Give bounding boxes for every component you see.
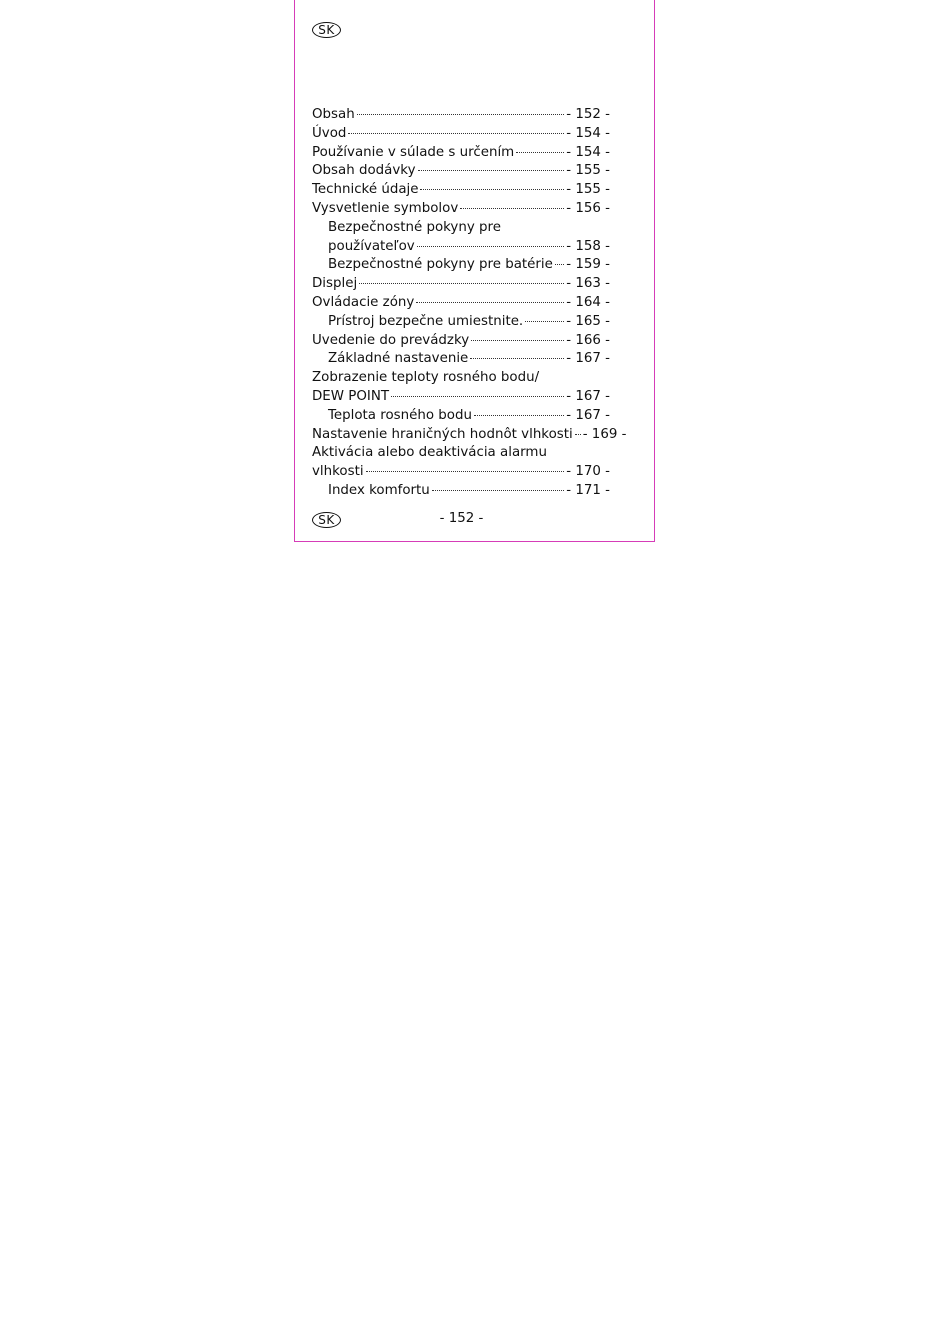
toc-entry <box>312 426 627 445</box>
footer-language-badge-icon: SK <box>312 512 341 528</box>
toc-entry-page: - 167 - <box>566 351 610 367</box>
toc-entry-page: - 158 - <box>566 238 610 254</box>
toc-leader-dots <box>348 133 564 134</box>
toc-leader-dots <box>420 189 564 190</box>
table-of-contents <box>312 106 627 501</box>
toc-entry-label: používateľov <box>328 238 415 254</box>
toc-entry-page: - 163 - <box>566 276 610 292</box>
toc-leader-dots <box>516 152 564 153</box>
toc-entry <box>312 332 610 351</box>
toc-entry <box>312 444 610 463</box>
toc-entry-label: Bezpečnostné pokyny pre batérie <box>328 257 553 273</box>
toc-entry-label: Nastavenie hraničných hodnôt vlhkosti <box>312 426 573 442</box>
toc-entry-label: Teplota rosného bodu <box>328 407 472 423</box>
toc-entry <box>312 350 610 369</box>
toc-entry-page: - 152 - <box>566 107 610 122</box>
toc-entry-page: - 154 - <box>566 144 610 160</box>
toc-entry-page: - 169 - <box>582 426 627 442</box>
toc-entry <box>312 181 610 200</box>
toc-entry <box>312 144 610 163</box>
toc-entry-label: Ovládacie zóny <box>312 294 415 310</box>
toc-entry-page: - 164 - <box>566 294 610 310</box>
page-number: - 152 - <box>439 511 484 526</box>
toc-entry-page: - 154 - <box>566 125 610 141</box>
toc-leader-dots <box>470 358 564 359</box>
toc-entry <box>312 463 610 482</box>
toc-entry <box>312 294 610 313</box>
toc-leader-dots <box>525 321 564 322</box>
toc-entry <box>312 106 610 125</box>
toc-entry <box>312 275 610 294</box>
toc-leader-dots <box>357 114 565 115</box>
toc-entry-label: Základné nastavenie <box>328 351 469 367</box>
toc-entry-label: Technické údaje <box>312 182 419 198</box>
toc-entry <box>312 219 610 238</box>
toc-leader-dots <box>359 283 564 284</box>
toc-entry-label: Používanie v súlade s určením <box>312 144 515 160</box>
toc-entry <box>312 407 610 426</box>
toc-leader-dots <box>474 415 564 416</box>
toc-leader-dots <box>391 396 564 397</box>
toc-entry-label: Zobrazenie teploty rosného bodu/ <box>312 370 540 386</box>
toc-entry <box>312 482 610 501</box>
toc-entry <box>312 162 610 181</box>
toc-entry <box>312 200 610 219</box>
toc-entry-page: - 167 - <box>566 407 610 423</box>
toc-entry <box>312 369 610 388</box>
toc-leader-dots <box>432 490 564 491</box>
toc-entry-page: - 171 - <box>566 482 610 498</box>
toc-leader-dots <box>575 434 581 435</box>
toc-entry-page: - 155 - <box>566 163 610 179</box>
toc-entry-label: Obsah dodávky <box>312 163 416 179</box>
toc-entry <box>312 313 610 332</box>
toc-entry-page: - 167 - <box>566 388 610 404</box>
toc-entry-label: Uvedenie do prevádzky <box>312 332 470 348</box>
toc-entry-label: vlhkosti <box>312 464 364 480</box>
toc-leader-dots <box>416 302 564 303</box>
toc-entry-label: Index komfortu <box>328 482 430 498</box>
toc-entry-label: Displej <box>312 276 358 292</box>
toc-leader-dots <box>555 264 564 265</box>
toc-entry-page: - 159 - <box>566 257 610 273</box>
toc-entry <box>312 256 610 275</box>
language-badge-icon: SK <box>312 22 341 38</box>
toc-entry <box>312 388 610 407</box>
toc-entry-label: Aktivácia alebo deaktivácia alarmu <box>312 445 547 461</box>
toc-entry-label: Vysvetlenie symbolov <box>312 200 459 216</box>
toc-entry-label: DEW POINT <box>312 388 390 404</box>
toc-entry-page: - 155 - <box>566 182 610 198</box>
toc-leader-dots <box>417 246 565 247</box>
toc-entry-label: Prístroj bezpečne umiestnite. <box>328 313 524 329</box>
toc-entry-page: - 156 - <box>566 200 610 216</box>
document-page <box>294 0 655 542</box>
toc-entry <box>312 238 610 257</box>
toc-leader-dots <box>418 170 565 171</box>
toc-leader-dots <box>471 340 564 341</box>
toc-leader-dots <box>366 471 565 472</box>
toc-entry-label: Úvod <box>312 125 347 141</box>
toc-entry <box>312 125 610 144</box>
toc-entry-page: - 165 - <box>566 313 610 329</box>
toc-entry-page: - 170 - <box>566 464 610 480</box>
toc-entry-label: Obsah <box>312 107 355 122</box>
toc-entry-page: - 166 - <box>566 332 610 348</box>
toc-leader-dots <box>460 208 564 209</box>
toc-entry-label: Bezpečnostné pokyny pre <box>328 219 501 235</box>
